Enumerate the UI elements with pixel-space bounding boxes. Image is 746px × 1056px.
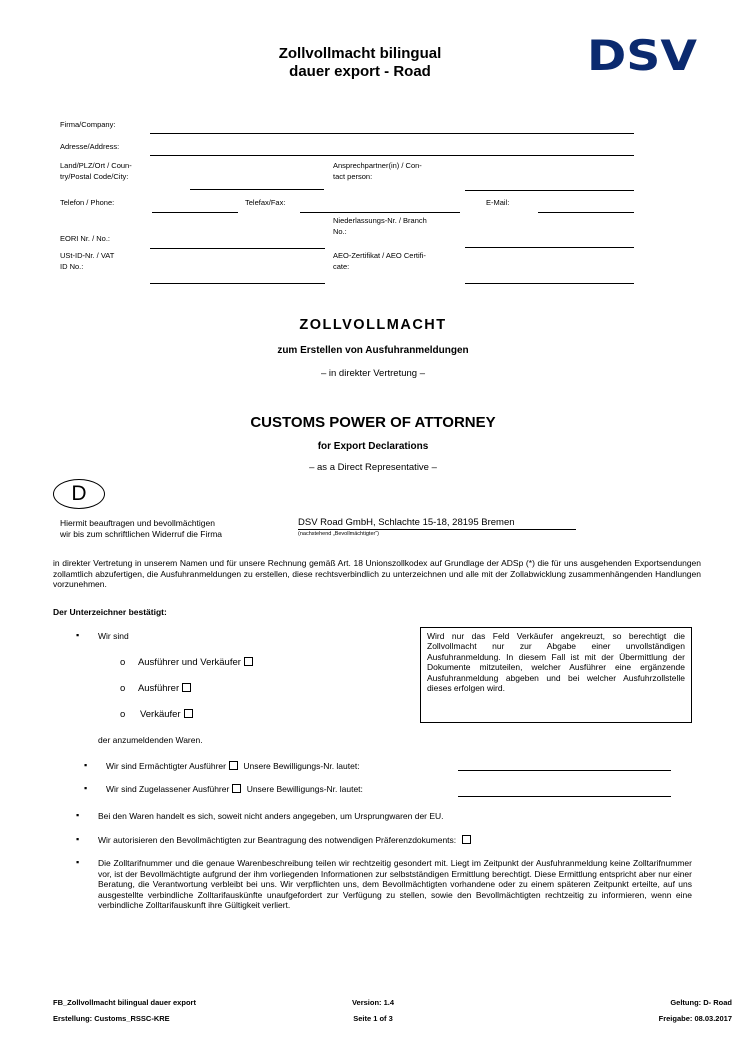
phone-label: Telefon / Phone:: [60, 198, 115, 207]
authorized-exporter: [106, 761, 360, 772]
representation-note-en: – as a Direct Representative –: [309, 462, 437, 473]
title-line-2: dauer export - Road: [289, 63, 431, 80]
origin-goods-text: Bei den Waren handelt es sich, soweit nicht anders angegeben, um Ursprungwaren der EU.: [98, 811, 444, 821]
power-of-attorney-title-en: CUSTOMS POWER OF ATTORNEY: [250, 414, 496, 431]
branch-field[interactable]: [465, 247, 634, 248]
aeo-label-line2: cate:: [333, 262, 350, 271]
mandate-text: [60, 518, 222, 540]
footer-page: Seite 1 of 3: [353, 1014, 393, 1023]
bullet-4: ▪: [76, 810, 80, 820]
circle-bullet-icon: o: [120, 709, 126, 720]
seller-checkbox[interactable]: [184, 709, 193, 718]
authorized-exporter-label: Wir sind Ermächtigter Ausführer: [106, 761, 226, 771]
option-seller: [120, 709, 193, 721]
option-seller-label: Verkäufer: [139, 709, 181, 720]
mandate-line-2: wir bis zum schriftlichen Widerruf die Firma: [60, 529, 223, 539]
branch-label-line2: No.:: [333, 227, 347, 236]
circle-bullet-icon: o: [120, 657, 126, 668]
seller-info-box: Wird nur das Feld Verkäufer angekreuzt, so berechtigt die Zollvollmacht nur zur Abgabe einer unvollständigen Ausfuhranmeldung. In diesem Fall ist mit der Übermittlung der Dokumente mitzuteilen, welcher Ausführer eine ergänzende Ausfuhranmeldung abgeben und bei welcher Ausfuhrzollstelle dieses erfolgen wird.: [420, 627, 692, 723]
aeo-field[interactable]: [465, 283, 634, 284]
country-label: [60, 160, 132, 182]
country-code-badge: D: [53, 479, 105, 509]
footer-center: [0, 995, 746, 1027]
logo-text: DSV: [587, 34, 698, 74]
preference-doc-checkbox[interactable]: [462, 835, 471, 844]
footer-created: Erstellung: Customs_RSSC-KRE: [53, 1014, 170, 1023]
footer-release: Freigabe: 08.03.2017: [658, 1014, 732, 1023]
vat-field[interactable]: [150, 283, 325, 284]
approved-exporter-checkbox[interactable]: [232, 784, 241, 793]
authorized-exporter-checkbox[interactable]: [229, 761, 238, 770]
fax-label: Telefax/Fax:: [245, 198, 286, 207]
title-line-1: Zollvollmacht bilingual: [278, 45, 442, 62]
bullet-2: ▪: [84, 760, 88, 770]
goods-declared-text: der anzumeldenden Waren.: [98, 735, 203, 745]
fax-field[interactable]: [300, 212, 460, 213]
option-exporter: [120, 683, 191, 695]
power-of-attorney-title-de: ZOLLVOLLMACHT: [299, 317, 447, 333]
country-label-line1: Land/PLZ/Ort / Coun-: [60, 161, 132, 170]
branch-label: [333, 215, 427, 237]
eori-field[interactable]: [150, 248, 325, 249]
bullet-3: ▪: [84, 783, 88, 793]
option-exporter-seller-label: Ausführer und Verkäufer: [137, 657, 241, 668]
address-label: Adresse/Address:: [60, 142, 120, 151]
document-title: [200, 45, 520, 81]
footer-doc-name: FB_Zollvollmacht bilingual dauer export: [53, 998, 196, 1007]
option-exporter-seller: [120, 657, 253, 669]
bullet-6: ▪: [76, 857, 80, 867]
email-field[interactable]: [538, 212, 634, 213]
representative-underline: [298, 529, 576, 530]
power-of-attorney-subtitle-en: for Export Declarations: [317, 441, 429, 452]
representative-note: (nachstehend „Bevollmächtigter“): [298, 531, 380, 537]
bullet-5: ▪: [76, 834, 80, 844]
company-field[interactable]: [150, 133, 634, 134]
phone-field[interactable]: [152, 212, 238, 213]
company-label: Firma/Company:: [60, 120, 116, 129]
address-field[interactable]: [150, 155, 634, 156]
confirm-heading: Der Unterzeichner bestätigt:: [53, 607, 167, 617]
email-label: E-Mail:: [486, 198, 510, 207]
approved-permit-label: Unsere Bewilligungs-Nr. lautet:: [246, 784, 363, 794]
contact-label: [333, 160, 422, 182]
authorized-permit-label: Unsere Bewilligungs-Nr. lautet:: [243, 761, 360, 771]
footer-version: Version: 1.4: [351, 998, 395, 1007]
dsv-logo-icon: [586, 34, 698, 74]
tariff-paragraph: Die Zolltarifnummer und die genaue Warenbeschreibung teilen wir rechtzeitig gesondert mit. Liegt im Zeitpunkt der Ausfuhranmeldung keine Zolltarifnummer vor, ist der Bevollmächtigte aufgrund der ihm vorliegenden Informationen zur selbstständigen Ermittlung berechtigt. Diese Ermittlung entspricht aber nur einer Beratung, die Verantwortung verbleibt bei uns. Wir verpflichten uns, dem Bevollmächtigten vorhandene oder zu einem späteren Zeitpunkt erteilte, auf uns ausgestellte verbindliche Zolltarifauskünfte unaufgefordert zur Verfügung zu stellen, sowie den Bevollmächtigten rechtzeitig zu informieren, wenn eine verbindliche Zolltarifauskunft ihre Gültigkeit verliert.: [98, 858, 692, 910]
aeo-label: [333, 250, 426, 272]
footer-validity: Geltung: D- Road: [670, 998, 732, 1007]
representation-note-de: – in direkter Vertretung –: [320, 368, 426, 379]
contact-label-line2: tact person:: [333, 172, 373, 181]
branch-label-line1: Niederlassungs-Nr. / Branch: [333, 216, 427, 225]
preference-doc: [98, 835, 471, 846]
dsv-logo: [586, 34, 698, 74]
vat-label-line1: USt-ID-Nr. / VAT: [60, 251, 115, 260]
footer-right: [659, 995, 732, 1027]
vat-label: [60, 250, 114, 272]
approved-permit-field[interactable]: [458, 796, 671, 797]
mandate-line-1: Hiermit beauftragen und bevollmächtigen: [60, 518, 215, 528]
country-field[interactable]: [190, 189, 324, 190]
approved-exporter-label: Wir sind Zugelassener Ausführer: [106, 784, 230, 794]
aeo-label-line1: AEO-Zertifikat / AEO Certifi-: [333, 251, 426, 260]
bullet-1: ▪: [76, 630, 80, 640]
power-of-attorney-subtitle-de: zum Erstellen von Ausfuhranmeldungen: [277, 345, 469, 356]
contact-label-line1: Ansprechpartner(in) / Con-: [333, 161, 422, 170]
eori-label: EORI Nr. / No.:: [60, 234, 111, 243]
exporter-checkbox[interactable]: [182, 683, 191, 692]
contact-field[interactable]: [465, 190, 634, 191]
option-exporter-label: Ausführer: [137, 683, 180, 694]
representative-company: DSV Road GmbH, Schlachte 15-18, 28195 Bremen: [298, 517, 515, 528]
circle-bullet-icon: o: [120, 683, 126, 694]
vat-label-line2: ID No.:: [60, 262, 84, 271]
intro-paragraph: in direkter Vertretung in unserem Namen und für unsere Rechnung gemäß Art. 18 Unionszollkodex auf Grundlage der ADSp (*) die für uns ausgehenden Exportsendungen zollamtlich abzufertigen, die Ausfuhranmeldungen zu erstellen, diese rechtsverbindlich zu unterzeichnen und alle mit der Zollabwicklung zusammenhängenden Handlungen vorzunehmen.: [53, 558, 701, 589]
approved-exporter: [106, 784, 363, 795]
preference-doc-label: Wir autorisieren den Bevollmächtigten zur Beantragung des notwendigen Präferenzdokuments:: [98, 835, 457, 845]
exporter-seller-checkbox[interactable]: [244, 657, 253, 666]
we-are-label: Wir sind: [98, 631, 129, 641]
authorized-permit-field[interactable]: [458, 770, 671, 771]
country-label-line2: try/Postal Code/City:: [60, 172, 129, 181]
